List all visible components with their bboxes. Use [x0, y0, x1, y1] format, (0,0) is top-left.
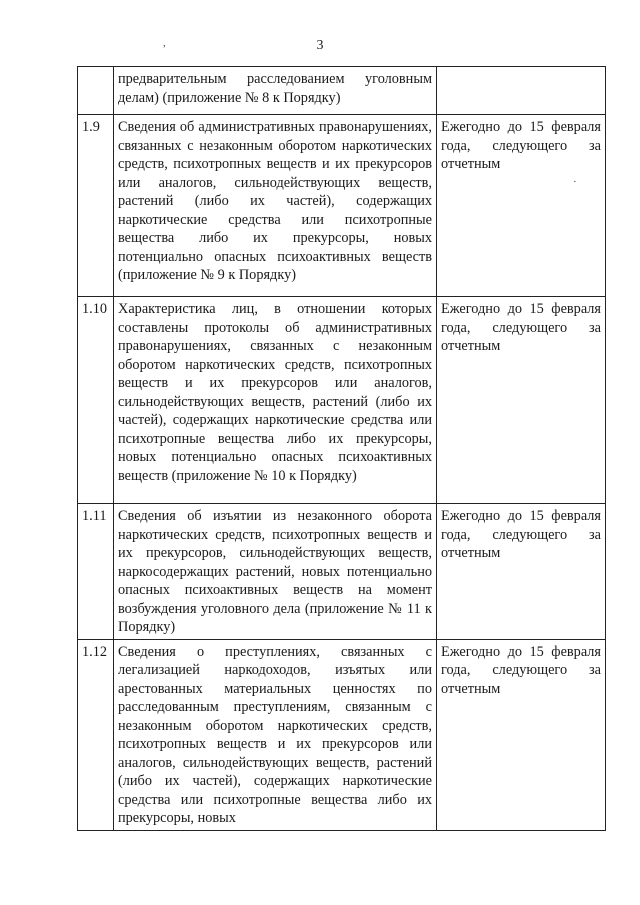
row-number: 1.9 [78, 115, 114, 297]
row-deadline: Ежегодно до 15 февраля года, следующего за отчетным [437, 639, 606, 830]
row-deadline: Ежегодно до 15 февраля года, следующего за отчетным [437, 504, 606, 640]
scan-speck: · [573, 176, 577, 188]
row-deadline [437, 67, 606, 115]
row-description: Сведения об административных правонарушениях, связанных с незаконным оборотом наркотических средств, психотропных веществ и их прекурсоров или аналогов, сильнодействующих веществ, растений (либо их частей), содержащих наркотические средства или психотропные вещества либо их прекурсоры, новых потенциально опасных психоактивных веществ (приложение № 9 к Порядку) [114, 115, 437, 297]
row-number: 1.12 [78, 639, 114, 830]
row-description: Характеристика лиц, в отношении которых составлены протоколы об административных правонарушениях, связанных с незаконным оборотом наркотических средств, психотропных веществ и их прекурсоров или аналогов, сильнодействующих веществ, растений (либо их частей), содержащих наркотические средства или психотропные вещества либо их прекурсоры, новых потенциально опасных психоактивных веществ (приложение № 10 к Порядку) [114, 297, 437, 504]
scan-speck: , [163, 37, 166, 49]
page-number: 3 [316, 38, 324, 53]
table-row [78, 67, 606, 115]
row-description: Сведения о преступлениях, связанных с легализацией наркодоходов, изъятых или арестованных материальных ценностях по расследованным преступлениям, связанным с незаконным оборотом наркотических средств, психотропных веществ и их прекурсоров или аналогов, сильнодействующих веществ, растений (либо их частей), содержащих наркотические средства или психотропные вещества либо их прекурсоры, новых [114, 639, 437, 830]
row-number: 1.10 [78, 297, 114, 504]
reporting-table [77, 66, 606, 831]
table-row [78, 639, 606, 830]
row-deadline: Ежегодно до 15 февраля года, следующего за отчетным [437, 297, 606, 504]
row-description: предварительным расследованием уголовным делам) (приложение № 8 к Порядку) [114, 67, 437, 115]
row-deadline: Ежегодно до 15 февраля года, следующего за отчетным [437, 115, 606, 297]
row-description: Сведения об изъятии из незаконного оборота наркотических средств, психотропных веществ и их прекурсоров, сильнодействующих веществ, наркосодержащих растений, новых потенциально опасных психоактивных веществ на момент возбуждения уголовного дела (приложение № 11 к Порядку) [114, 504, 437, 640]
table-row [78, 297, 606, 504]
table-row [78, 115, 606, 297]
table-row [78, 504, 606, 640]
row-number: 1.11 [78, 504, 114, 640]
row-number [78, 67, 114, 115]
